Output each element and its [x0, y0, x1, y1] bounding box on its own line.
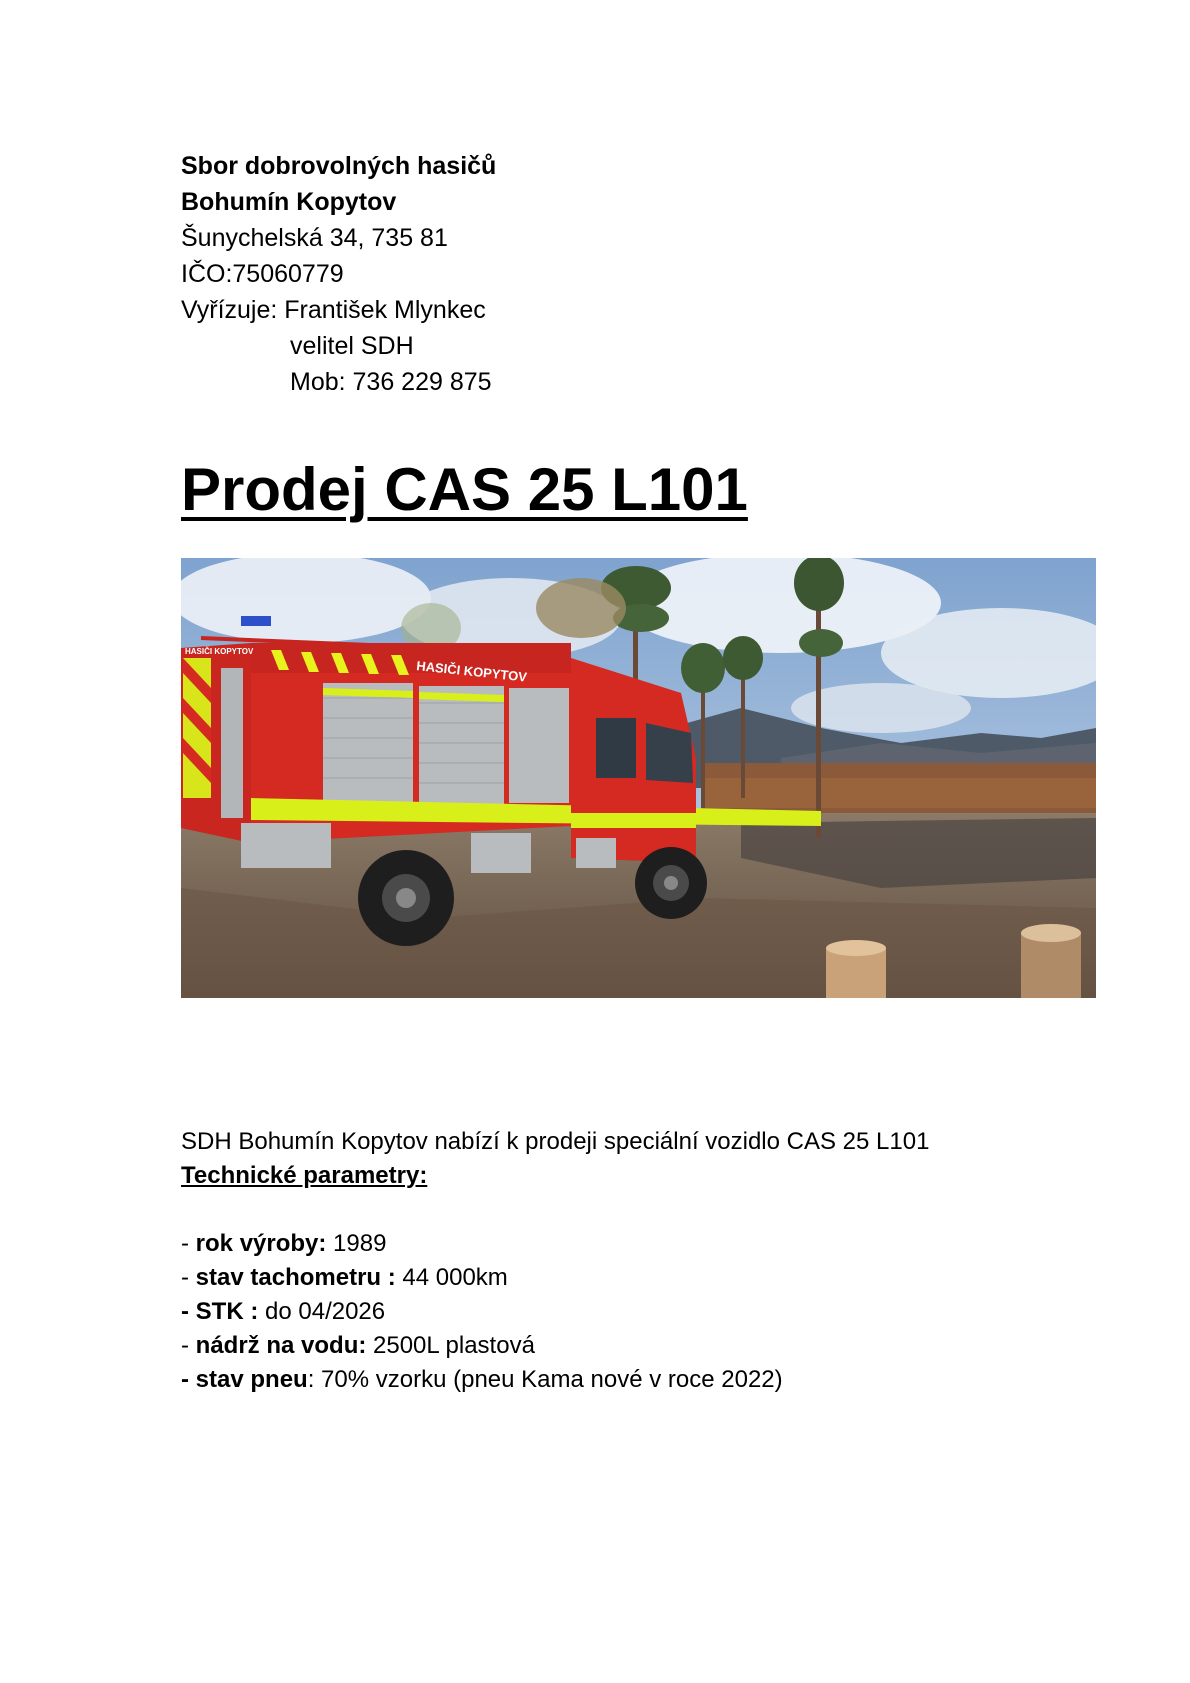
org-name-line2: Bohumín Kopytov	[181, 188, 397, 216]
org-ico: IČO:75060779	[181, 260, 344, 288]
page-title: Prodej CAS 25 L101	[181, 456, 748, 523]
param-value: 1989	[326, 1230, 387, 1257]
param-label: stav tachometru :	[195, 1264, 396, 1291]
param-row	[181, 1227, 929, 1261]
fire-truck-photo	[181, 558, 1096, 998]
param-row	[181, 1329, 929, 1363]
param-label: STK :	[195, 1298, 259, 1325]
param-label: nádrž na vodu:	[195, 1332, 367, 1359]
handler-phone: Mob: 736 229 875	[290, 368, 492, 396]
org-name-line1: Sbor dobrovolných hasičů	[181, 152, 497, 180]
truck-rear-label: HASIČI KOPYTOV	[185, 647, 254, 656]
param-prefix: -	[181, 1264, 196, 1291]
param-value: 2500L plastová	[366, 1332, 535, 1359]
param-prefix: -	[181, 1366, 196, 1393]
params-heading: Technické parametry:	[181, 1162, 428, 1189]
truck-body-label: HASIČI KOPYTOV	[415, 658, 528, 685]
param-prefix: -	[181, 1298, 196, 1325]
fire-truck-illustration	[181, 558, 1096, 998]
param-row	[181, 1363, 929, 1397]
handler-role: velitel SDH	[290, 332, 414, 360]
handler-line	[181, 292, 496, 328]
param-value: : 70% vzorku (pneu Kama nové v roce 2022)	[307, 1366, 783, 1393]
offer-intro: SDH Bohumín Kopytov nabízí k prodeji speciální vozidlo CAS 25 L101	[181, 1128, 930, 1155]
sender-header	[181, 148, 496, 400]
org-address: Šunychelská 34, 735 81	[181, 224, 448, 252]
param-prefix: -	[181, 1230, 196, 1257]
param-value: do 04/2026	[258, 1298, 386, 1325]
param-label: stav pneu	[195, 1366, 308, 1393]
offer-content	[181, 1125, 929, 1397]
param-prefix: -	[181, 1332, 196, 1359]
handler-name: František Mlynkec	[284, 296, 486, 324]
spacer	[181, 1193, 929, 1227]
param-row	[181, 1261, 929, 1295]
handler-label: Vyřízuje:	[181, 296, 278, 324]
param-row	[181, 1295, 929, 1329]
param-label: rok výroby:	[195, 1230, 327, 1257]
param-value: 44 000km	[395, 1264, 508, 1291]
